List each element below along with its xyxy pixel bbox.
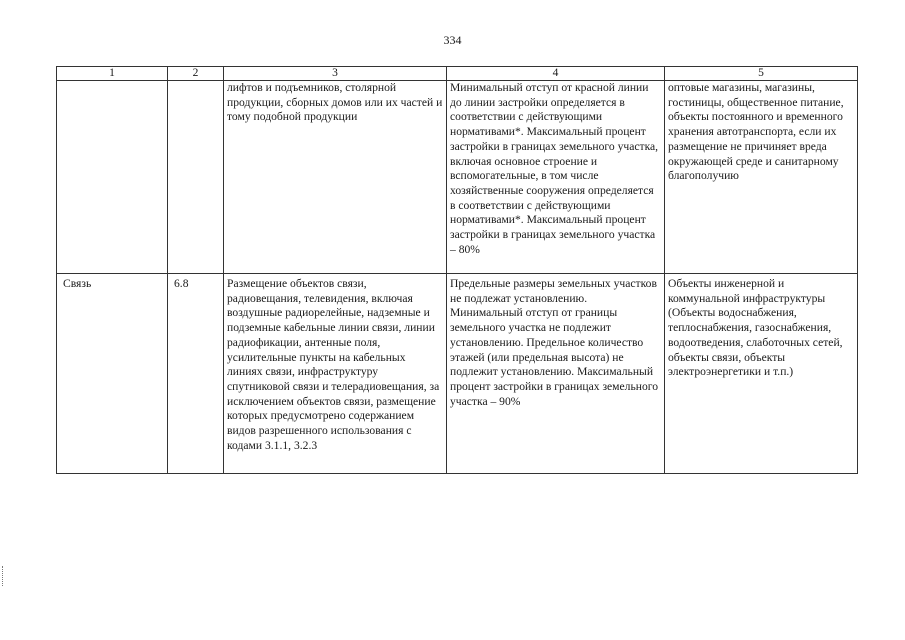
column-header-1: 1 [57, 67, 168, 81]
table-row [57, 274, 858, 474]
column-header-3: 3 [224, 67, 447, 81]
use-type-code-cell: 6.8 [168, 274, 224, 474]
land-use-table [56, 66, 858, 474]
use-description-cell: лифтов и подъемников, столярной продукции, сборных домов или их частей и тому подобной продукции [224, 81, 447, 274]
column-header-5: 5 [665, 67, 858, 81]
use-description-cell: Размещение объектов связи, радиовещания, телевидения, включая воздушные радиорелейные, надземные и подземные кабельные линии связи, линии радиофикации, антенные поля, усилительные пункты на кабельных линиях связи, инфраструктуру спутниковой связи и телерадиовещания, за исключением объектов связи, размещение которых предусмотрено содержанием видов разрешенного использования с кодами 3.1.1, 3.2.3 [224, 274, 447, 474]
use-type-name-cell [57, 81, 168, 274]
use-type-name-cell: Связь [57, 274, 168, 474]
column-header-4: 4 [447, 67, 665, 81]
parameters-cell: Минимальный отступ от красной линии до линии застройки определяется в соответствии с действующими нормативами*. Максимальный процент застройки в границах земельного участка, включая основное строение и вспомогательные, в том числе хозяйственные сооружения определяется в соответствии с действующими нормативами*. Максимальный процент застройки в границах земельного участка – 80% [447, 81, 665, 274]
parameters-cell: Предельные размеры земельных участков не подлежат установлению. Минимальный отступ от границы земельного участка не подлежит установлению. Предельное количество этажей (или предельная высота) не подлежит установлению. Максимальный процент застройки в границах земельного участка – 90% [447, 274, 665, 474]
table-row [57, 81, 858, 274]
auxiliary-uses-cell: оптовые магазины, магазины, гостиницы, общественное питание, объекты постоянного и временного хранения автотранспорта, если их размещение не причиняет вреда окружающей среде и санитарному благополучию [665, 81, 858, 274]
table-header-row [57, 67, 858, 81]
binding-margin-mark [2, 566, 6, 586]
column-header-2: 2 [168, 67, 224, 81]
use-type-code-cell [168, 81, 224, 274]
page-number: 334 [443, 33, 462, 47]
auxiliary-uses-cell: Объекты инженерной и коммунальной инфраструктуры (Объекты водоснабжения, теплоснабжения, газоснабжения, водоотведения, слаботочных сетей, объекты связи, объекты электроэнергетики и т.п.) [665, 274, 858, 474]
